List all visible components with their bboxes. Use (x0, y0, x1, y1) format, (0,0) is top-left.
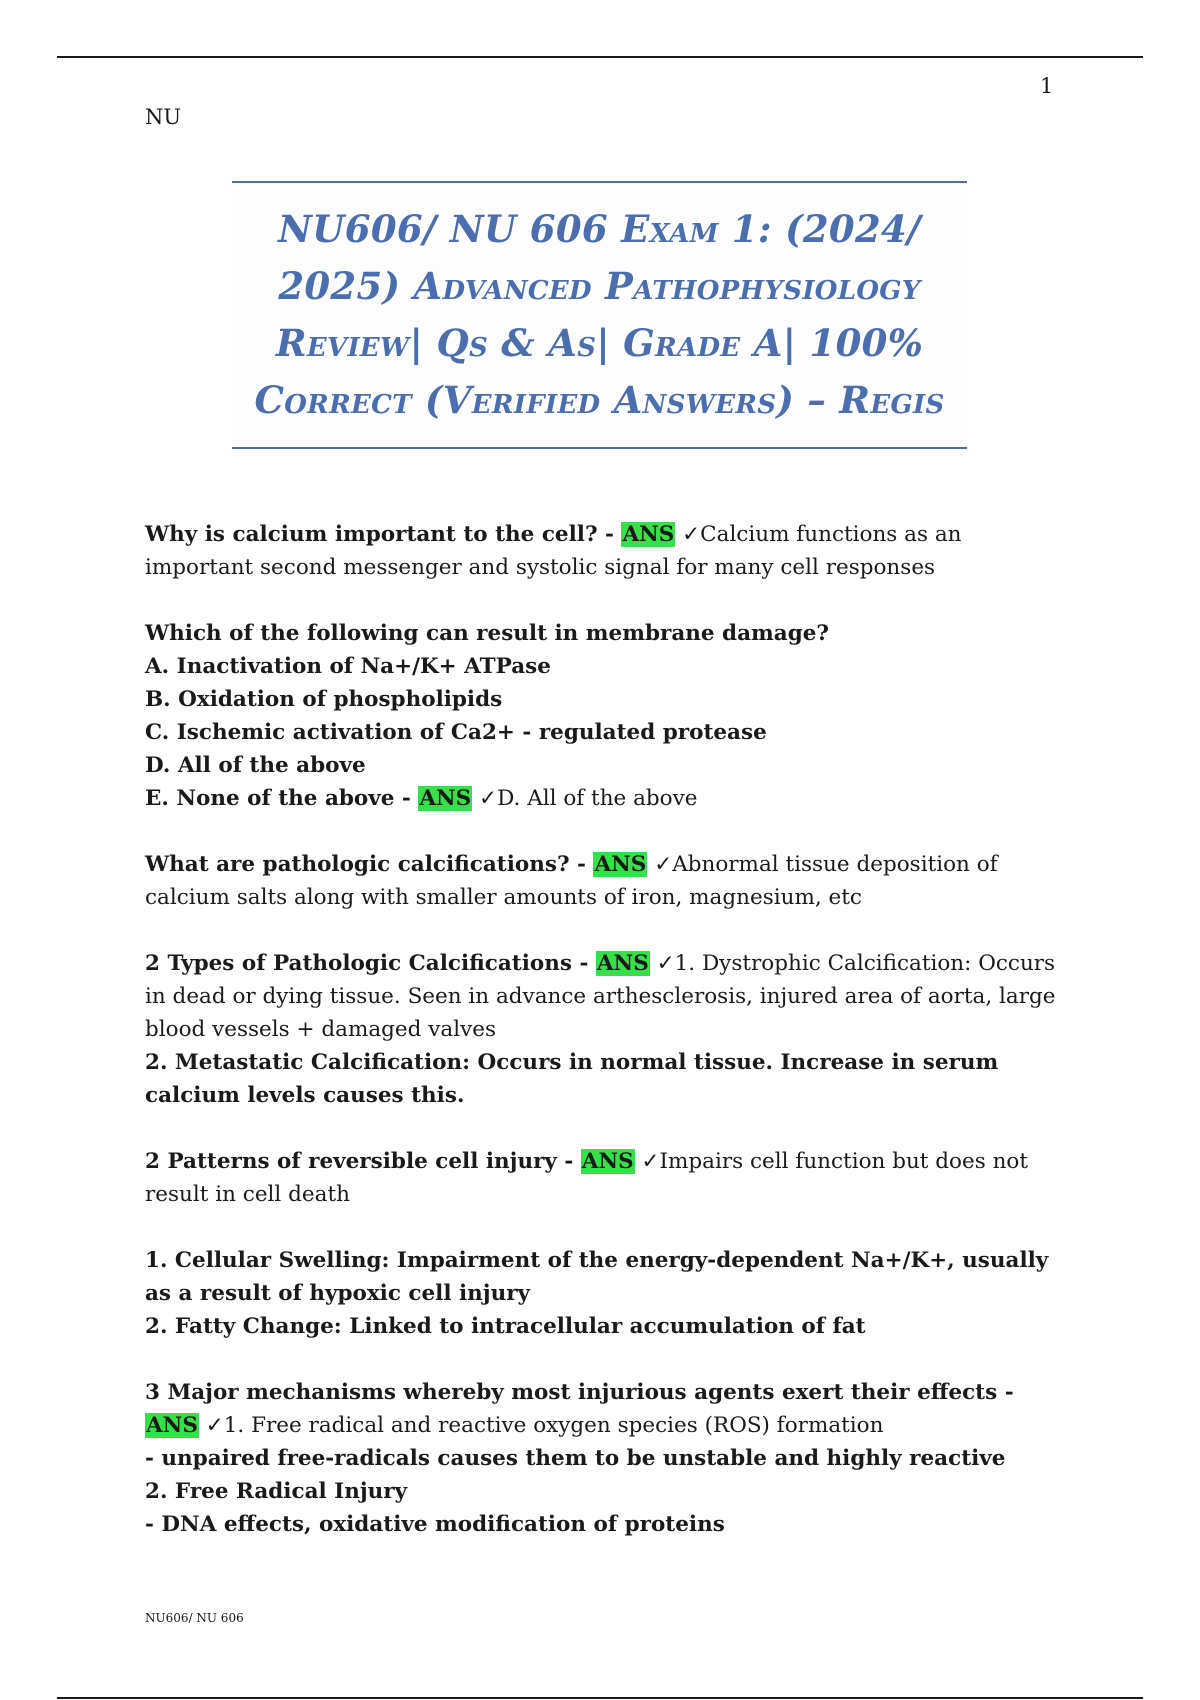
footer-label: NU606/ NU 606 (145, 1611, 244, 1625)
question-text: Why is calcium important to the cell? - (145, 522, 622, 547)
answer-text: Calcium functions as an important second messenger and systolic signal for many cell responses (145, 522, 962, 580)
qa-item-pathologic-calcifications (145, 848, 1060, 914)
check-mark-icon: ✓ (205, 1413, 224, 1438)
answer-text: 1. Dystrophic Calcification: Occurs in dead or dying tissue. Seen in advance arthesclerosis, injured area of aorta, large blood vessels + damaged valves (145, 951, 1056, 1042)
bottom-rule (57, 1697, 1143, 1699)
option-a: A. Inactivation of Na+/K+ ATPase (145, 654, 551, 679)
ans-badge: ANS (581, 1149, 634, 1174)
qa-item-calcium-importance (145, 518, 1060, 584)
document-title: NU606/ NU 606 Exam 1: (2024/ 2025) Advanced Pathophysiology Review| Qs & As| Grade A| 100% Correct (Verified Answers) – Regis (254, 207, 945, 422)
page-number: 1 (1040, 74, 1054, 98)
answer-continuation: - unpaired free-radicals causes them to be unstable and highly reactive (145, 1446, 1006, 1471)
option-b: B. Oxidation of phospholipids (145, 687, 503, 712)
option-d: D. All of the above (145, 753, 366, 778)
option-c: C. Ischemic activation of Ca2+ - regulated protease (145, 720, 767, 745)
question-text: 3 Major mechanisms whereby most injurious agents exert their effects - (145, 1380, 1014, 1405)
qa-item-types-calcifications (145, 947, 1060, 1046)
question-text: 2 Patterns of reversible cell injury - (145, 1149, 581, 1174)
question-text: 2 Types of Pathologic Calcifications - (145, 951, 596, 976)
ans-badge: ANS (146, 1413, 198, 1438)
check-mark-icon: ✓ (479, 786, 498, 811)
header-label: NU (145, 105, 182, 129)
option-e: E. None of the above - (145, 786, 419, 811)
check-mark-icon: ✓ (641, 1149, 660, 1174)
ans-badge: ANS (419, 786, 472, 811)
ans-badge: ANS (622, 522, 675, 547)
title-block (232, 181, 967, 449)
answer-text: D. All of the above (497, 786, 698, 811)
question-text: What are pathologic calcifications? - (145, 852, 594, 877)
check-mark-icon: ✓ (682, 522, 701, 547)
answer-continuation: - DNA effects, oxidative modification of proteins (145, 1512, 725, 1537)
qa-item-injury-mechanisms (145, 1376, 1060, 1442)
answer-continuation: 2. Metastatic Calcification: Occurs in normal tissue. Increase in serum calcium levels causes this. (145, 1050, 999, 1108)
qa-content (145, 518, 1060, 1541)
answer-text: 1. Free radical and reactive oxygen species (ROS) formation (223, 1413, 884, 1438)
answer-continuation: 2. Free Radical Injury (145, 1479, 408, 1504)
answer-continuation: 2. Fatty Change: Linked to intracellular accumulation of fat (145, 1314, 866, 1339)
option-e-with-answer (145, 782, 1060, 815)
check-mark-icon: ✓ (656, 951, 675, 976)
answer-text: Abnormal tissue deposition of calcium salts along with smaller amounts of iron, magnesium, etc (145, 852, 998, 910)
top-rule (57, 56, 1143, 58)
qa-item-reversible-injury (145, 1145, 1060, 1211)
ans-badge: ANS (596, 951, 649, 976)
answer-text: Impairs cell function but does not result in cell death (145, 1149, 1029, 1207)
check-mark-icon: ✓ (654, 852, 673, 877)
question-text: Which of the following can result in membrane damage? (145, 621, 830, 646)
ans-badge: ANS (594, 852, 647, 877)
answer-continuation: 1. Cellular Swelling: Impairment of the energy-dependent Na+/K+, usually as a result of hypoxic cell injury (145, 1248, 1049, 1306)
